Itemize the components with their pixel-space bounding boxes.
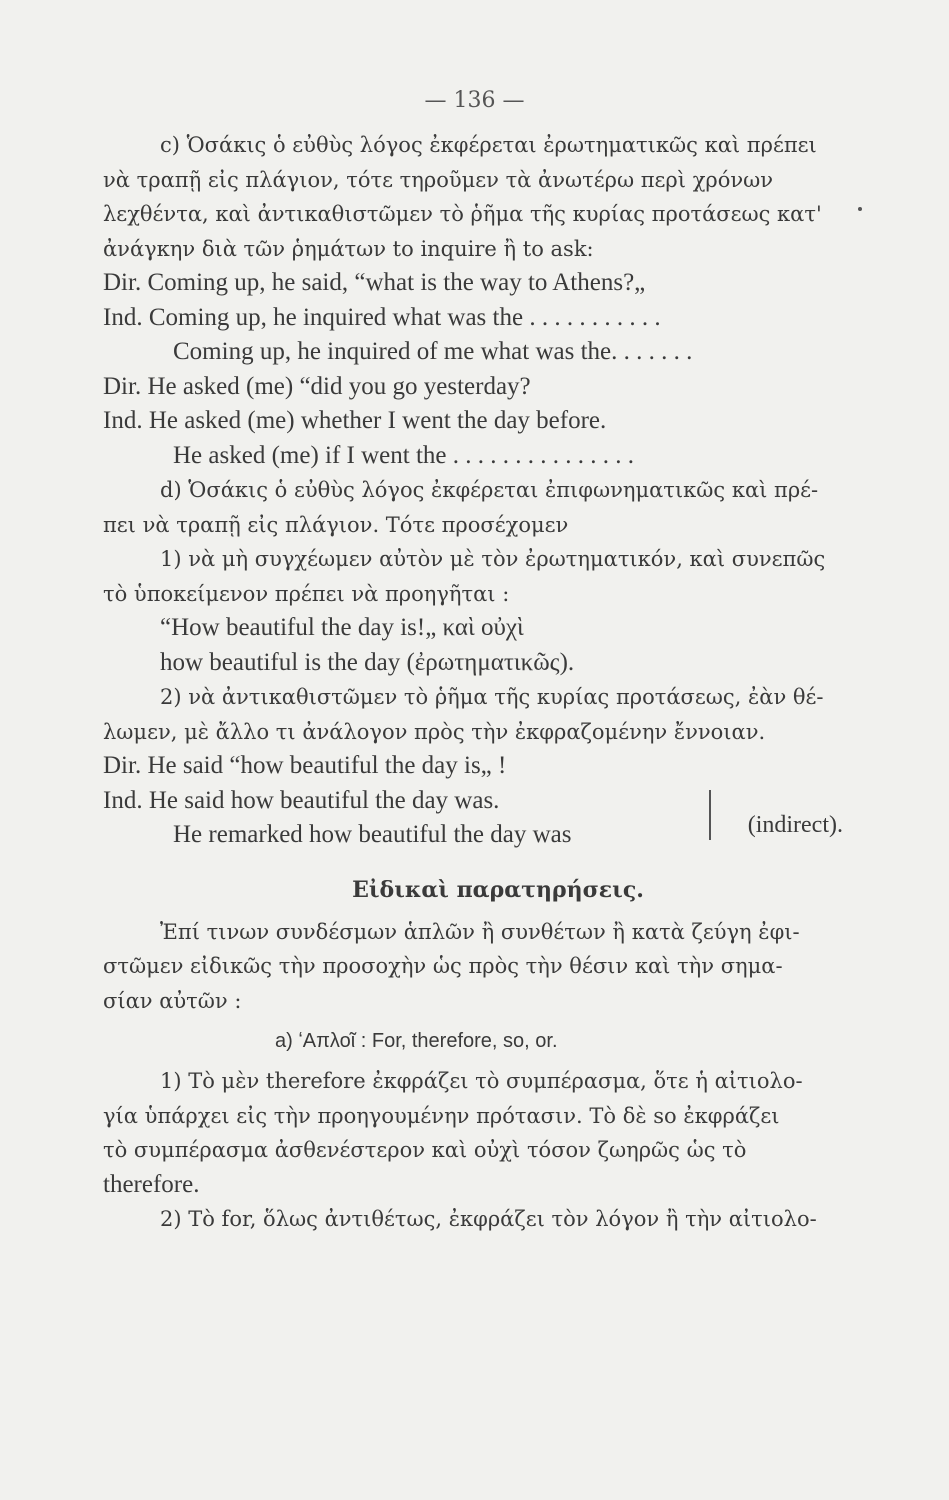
text-line: λωμεν, μὲ ἄλλο τι ἀνάλογον πρὸς τὴν ἐκφραζομένην ἔννοιαν.: [103, 719, 766, 744]
text-line: πει νὰ τραπῇ εἰς πλάγιον. Τότε προσέχομεν: [103, 512, 569, 537]
indirect-group: [103, 784, 873, 853]
example-line: He asked (me) if I went the . . . . . . . . . . . . . . .: [173, 441, 634, 469]
text-line: 2) νὰ ἀντικαθιστῶμεν τὸ ῥῆμα τῆς κυρίας προτάσεως, ἐὰν θέ-: [160, 685, 824, 709]
text-line: 2) Τὸ for, ὅλως ἀντιθέτως, ἐκφράζει τὸν λόγον ἢ τὴν αἰτιολο-: [160, 1207, 817, 1231]
text-line: ἀνάγκην διὰ τῶν ῥημάτων to inquire ἢ to ask:: [103, 236, 594, 261]
text-line: d) Ὁσάκις ὁ εὐθὺς λόγος ἐκφέρεται ἐπιφωνηματικῶς καὶ πρέ-: [160, 478, 819, 502]
text-line: Ἐπί τινων συνδέσμων ἁπλῶν ἢ συνθέτων ἢ κατὰ ζεύγη ἐφι-: [160, 919, 800, 944]
subsection-heading: a) ʻΑπλοῖ : For, therefore, so, or.: [275, 1030, 558, 1052]
text-line: τὸ ὑποκείμενον πρέπει νὰ προηγῆται :: [103, 581, 510, 606]
text-line: λεχθέντα, καὶ ἀντικαθιστῶμεν τὸ ῥῆμα τῆς κυρίας προτάσεως κατ': [103, 202, 822, 226]
example-line: He remarked how beautiful the day was: [173, 821, 572, 848]
example-line: Dir. He asked (me) “did you go yesterday?: [103, 372, 531, 400]
example-line: Coming up, he inquired of me what was the. . . . . . .: [173, 338, 693, 365]
example-line: Dir. He said “how beautiful the day is„ !: [103, 752, 507, 779]
example-line: how beautiful is the day (ἐρωτηματικῶς).: [160, 648, 575, 676]
text-line: 1) Τὸ μὲν therefore ἐκφράζει τὸ συμπέρασμα, ὅτε ἡ αἰτιολο-: [160, 1069, 803, 1093]
example-line: Ind. Coming up, he inquired what was the . . . . . . . . . . .: [103, 303, 661, 331]
example-line: Ind. He said how beautiful the day was.: [103, 786, 500, 814]
example-line: Dir. Coming up, he said, “what is the way to Athens?„: [103, 269, 646, 296]
text-line: τὸ συμπέρασμα ἀσθενέστερον καὶ οὐχὶ τόσον ζωηρῶς ὡς τὸ: [103, 1138, 747, 1162]
example-line: Ind. He asked (me) whether I went the day before.: [103, 407, 607, 434]
text-line: therefore.: [103, 1170, 200, 1198]
text-line: γία ὑπάρχει εἰς τὴν προηγουμένην πρότασιν. Τὸ δὲ so ἐκφράζει: [103, 1103, 780, 1128]
text-line: c) Ὁσάκις ὁ εὐθὺς λόγος ἐκφέρεται ἐρωτηματικῶς καὶ πρέπει: [160, 133, 817, 157]
page-number: — 136 —: [424, 88, 525, 113]
bracket-bar: [709, 790, 711, 840]
indirect-label: (indirect).: [747, 811, 843, 838]
text-line: σίαν αὐτῶν :: [103, 988, 242, 1013]
body-text: [103, 128, 873, 1237]
text-line: νὰ τραπῇ εἰς πλάγιον, τότε τηροῦμεν τὰ ἀνωτέρω περὶ χρόνων: [103, 167, 774, 192]
section-heading: Εἰδικαὶ παρατηρήσεις.: [352, 876, 644, 903]
text-line: 1) νὰ μὴ συγχέωμεν αὐτὸν μὲ τὸν ἐρωτηματικόν, καὶ συνεπῶς: [160, 547, 826, 571]
example-line: “How beautiful the day is!„ καὶ οὐχὶ: [160, 614, 524, 641]
text-line: στῶμεν εἰδικῶς τὴν προσοχὴν ὡς πρὸς τὴν θέσιν καὶ τὴν σημα-: [103, 954, 783, 978]
